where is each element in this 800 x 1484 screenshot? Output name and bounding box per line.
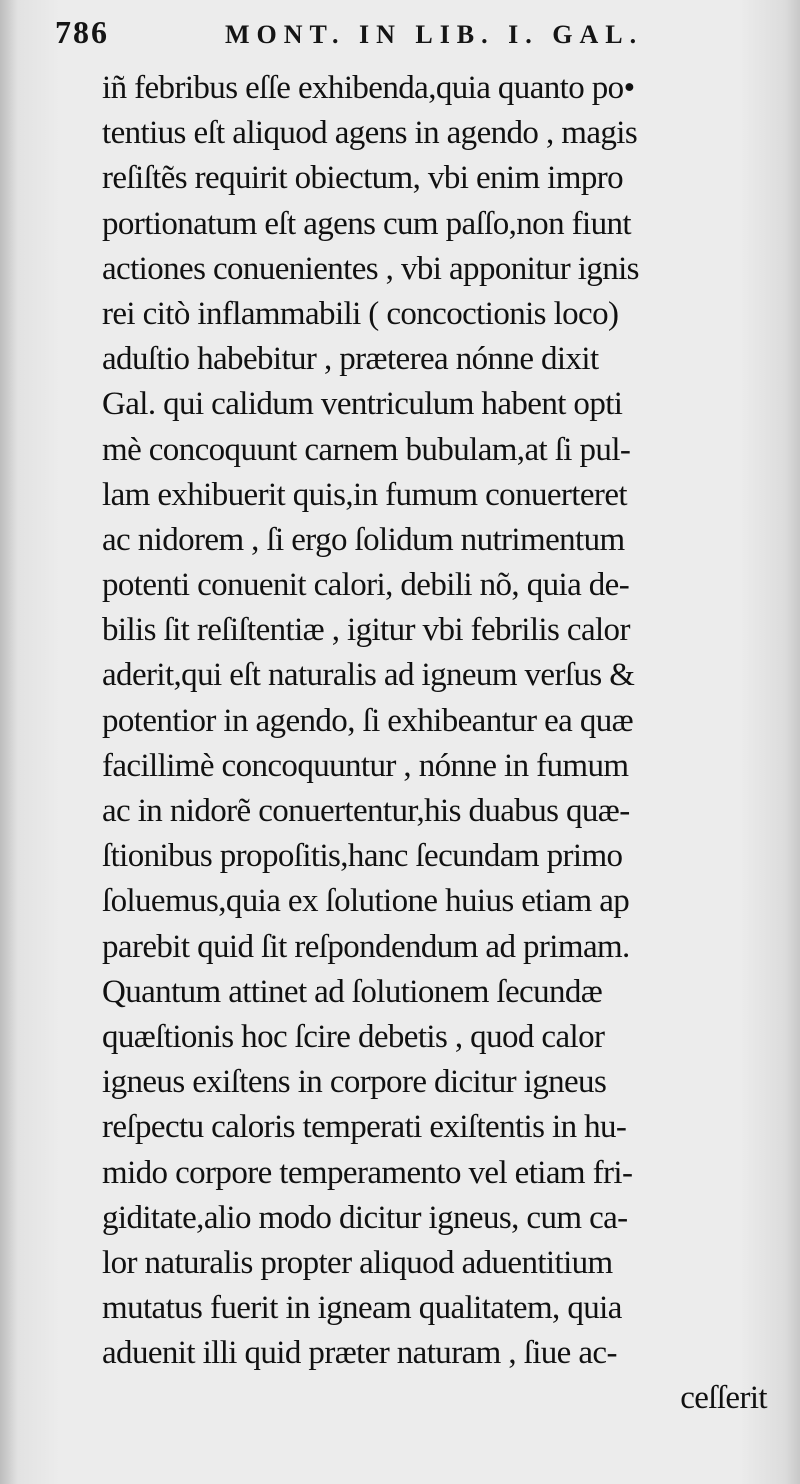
text-line: ſtionibus propoſitis,hanc ſecundam primo [102,838,623,875]
text-line: portionatum eſt agens cum paſſo,non fiunt [102,205,631,242]
text-line: reſiſtẽs requirit obiectum, vbi enim impro [102,160,624,197]
text-line: tentius eſt aliquod agens in agendo , magis [102,115,638,152]
text-line: parebit quid ſit reſpondendum ad primam. [102,928,630,965]
text-line: ac in nidorẽ conuertentur,his duabus quæ- [102,793,630,829]
text-line: mè concoquunt carnem bubulam,at ſi pul- [102,431,631,468]
text-line: facillimè concoquuntur , nónne in fumum [102,747,629,784]
text-line: iñ febribus eſſe exhibenda,quia quanto po• [102,70,635,106]
text-line: ſoluemus,quia ex ſolutione huius etiam ap [102,883,630,920]
catchword: ceſſerit [680,1380,767,1417]
running-title: MONT. IN LIB. I. GAL. [225,20,644,49]
text-line: bilis ſit reſiſtentiæ , igitur vbi febrilis calor [102,612,630,649]
text-line: quæſtionis hoc ſcire debetis , quod calor [102,1018,605,1055]
text-line: igneus exiſtens in corpore dicitur igneus [102,1064,607,1101]
text-line: mido corpore temperamento vel etiam fri- [102,1154,633,1191]
text-line: Gal. qui calidum ventriculum habent opti [102,386,623,423]
text-line: lor naturalis propter aliquod aduentitium [102,1244,613,1281]
text-line: lam exhibuerit quis,in fumum conuerteret [102,476,627,513]
text-line: ac nidorem , ſi ergo ſolidum nutrimentum [102,521,625,558]
text-line: rei citò inflammabili ( concoctionis loco) [102,295,619,332]
text-line: aderit,qui eſt naturalis ad igneum verſus & [102,657,635,694]
text-line: actiones conuenientes , vbi apponitur ignis [102,250,639,287]
text-line: aduſtio habebitur , præterea nónne dixit [102,341,599,378]
text-line: giditate,alio modo dicitur igneus, cum ca- [102,1199,628,1236]
page-header [55,14,755,54]
text-line: aduenit illi quid præter naturam , ſiue ac- [102,1335,617,1372]
text-line: mutatus fuerit in igneam qualitatem, quia [102,1290,622,1327]
text-line: potenti conuenit calori, debili nõ, quia de- [102,567,630,604]
page-number: 786 [55,14,109,50]
text-line: Quantum attinet ad ſolutionem ſecundæ [102,973,603,1010]
text-line: reſpectu caloris temperati exiſtentis in hu- [102,1109,627,1146]
text-line: potentior in agendo, ſi exhibeantur ea quæ [102,702,634,739]
body-text [102,66,767,1422]
